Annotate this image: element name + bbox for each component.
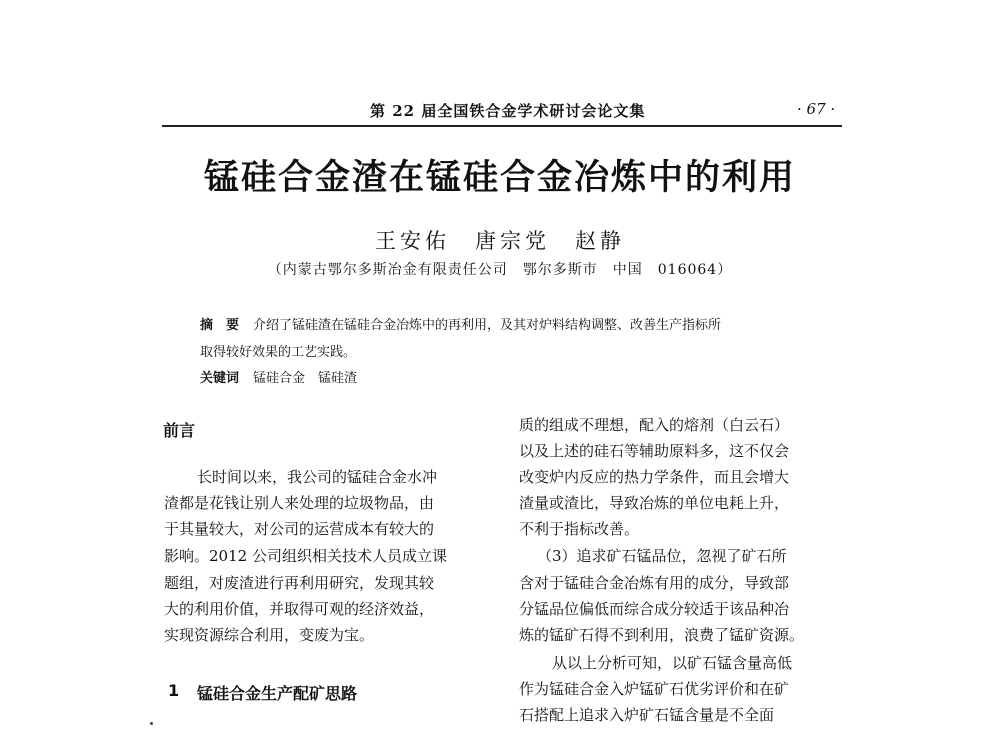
body-line: 作为锰硅合金入炉锰矿石优劣评价和在矿 xyxy=(519,680,790,698)
abstract-line-1 xyxy=(200,314,721,333)
abstract-text-1: 介绍了锰硅渣在锰硅合金冶炼中的再利用，及其对炉料结构调整、改善生产指标所 xyxy=(253,318,722,333)
body-line: 质的组成不理想，配入的熔剂（白云石） xyxy=(519,416,790,434)
body-line: 大的利用价值，并取得可观的经济效益， xyxy=(164,600,435,618)
section-1-heading: 锰硅合金生产配矿思路 xyxy=(197,684,358,703)
body-line: 从以上分析可知，以矿石锰含量高低 xyxy=(552,654,793,672)
body-line: 改变炉内反应的热力学条件，而且会增大 xyxy=(519,468,790,486)
abstract-label: 摘 要 xyxy=(200,318,240,333)
body-line: 石搭配上追求入炉矿石锰含量是不全面 xyxy=(519,706,775,724)
header-rule xyxy=(162,125,842,127)
keywords-label: 关键词 xyxy=(200,371,240,386)
body-line: 分锰品位偏低而综合成分较适于该品种冶 xyxy=(519,600,790,618)
authors: 王安佑 唐宗党 赵静 xyxy=(375,229,625,253)
abstract-line-2: 取得较好效果的工艺实践。 xyxy=(200,345,357,360)
body-line: 长时间以来，我公司的锰硅合金水冲 xyxy=(197,468,438,486)
keywords-text: 锰硅合金 锰硅渣 xyxy=(253,371,358,386)
affiliation: （内蒙古鄂尔多斯冶金有限责任公司 鄂尔多斯市 中国 016064） xyxy=(267,262,733,278)
running-header-title: 第 22 届全国铁合金学术研讨会论文集 xyxy=(370,102,646,120)
body-line: 渣量或渣比，导致冶炼的单位电耗上升， xyxy=(519,494,790,512)
keywords-line xyxy=(200,367,357,386)
body-line: 含对于锰硅合金冶炼有用的成分，导致部 xyxy=(519,574,790,592)
body-line: 炼的锰矿石得不到利用，浪费了锰矿资源。 xyxy=(519,626,805,644)
paper-title: 锰硅合金渣在锰硅合金冶炼中的利用 xyxy=(203,158,796,198)
body-line: 影响。2012 公司组织相关技术人员成立课 xyxy=(164,547,447,565)
scan-speck xyxy=(150,722,153,725)
section-1-number: 1 xyxy=(168,681,180,700)
body-line: 不利于指标改善。 xyxy=(519,520,640,538)
body-line: 渣都是花钱让别人来处理的垃圾物品，由 xyxy=(164,494,435,512)
page-number: · 67 · xyxy=(797,100,836,118)
body-line: 实现资源综合利用，变废为宝。 xyxy=(164,626,375,644)
body-line: 以及上述的硅石等辅助原料多，这不仅会 xyxy=(519,442,790,460)
body-line: 题组，对废渣进行再利用研究，发现其较 xyxy=(164,574,435,592)
section-preface-heading: 前言 xyxy=(163,421,196,440)
body-line: 于其量较大，对公司的运营成本有较大的 xyxy=(164,520,435,538)
body-line: （3）追求矿石锰品位，忽视了矿石所 xyxy=(537,547,787,565)
